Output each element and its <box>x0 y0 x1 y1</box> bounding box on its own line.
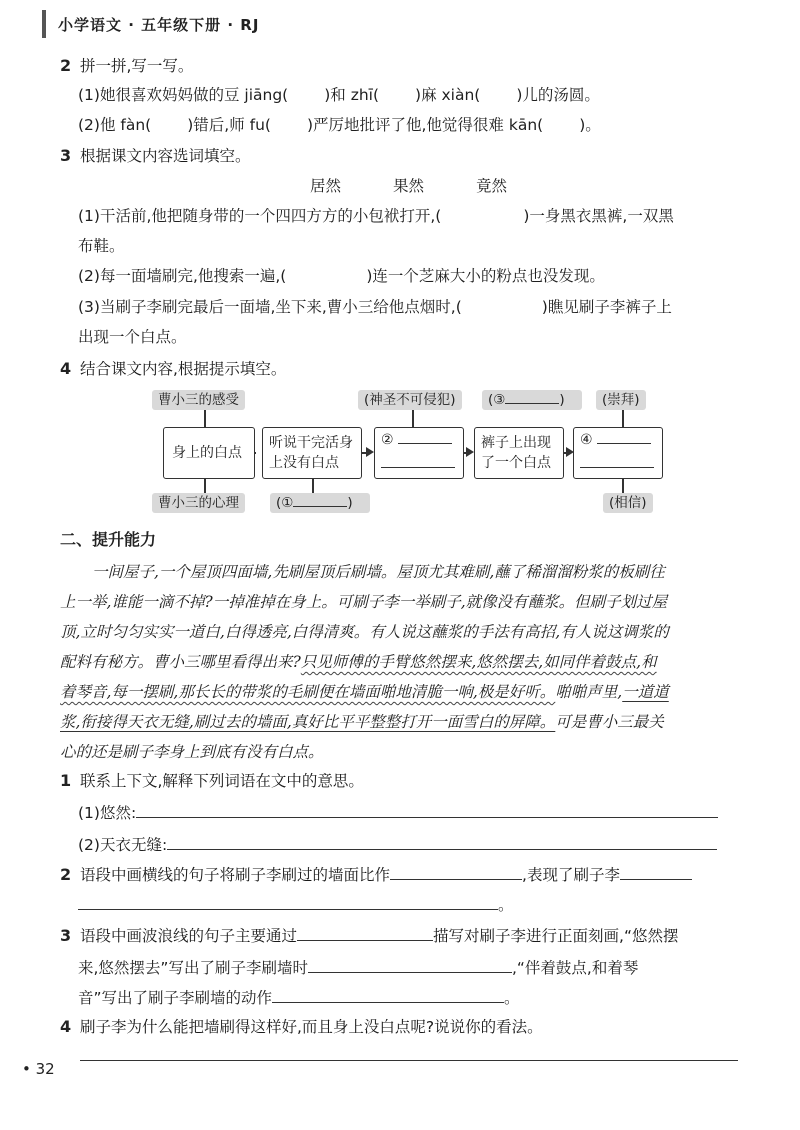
box4-line2[interactable] <box>580 454 654 468</box>
s2q1-b <box>78 834 717 856</box>
s2q1-prompt: 联系上下文,解释下列词语在文中的意思。 <box>80 772 364 790</box>
para-line6 <box>60 711 750 733</box>
para-line4-wavy: 只见师傅的手臂悠然摆来,悠然摆去,如同伴着鼓点,和 <box>300 653 657 671</box>
s2q3-f: 。 <box>504 989 520 1007</box>
s2q4-answer-line[interactable] <box>80 1060 738 1061</box>
q3-s2-a: (2)每一面墙刷完,他搜索一遍,( <box>78 267 287 285</box>
q3-s3 <box>78 296 672 318</box>
box2-line2[interactable] <box>381 454 455 468</box>
s2q4-prompt: 刷子李为什么能把墙刷得这样好,而且身上没白点呢?说说你的看法。 <box>80 1018 543 1036</box>
s2q4-number: 4 <box>60 1017 72 1036</box>
word-bank-3: 竟然 <box>476 177 508 195</box>
word-bank-2: 果然 <box>393 177 425 195</box>
connector-tag3 <box>622 410 624 427</box>
section2-title: 二、提升能力 <box>60 530 157 549</box>
tag-believe: (相信) <box>603 493 653 513</box>
para-line5-b: 啪啪声里, <box>555 683 623 701</box>
label-psychology: 曹小三的心理 <box>152 493 245 513</box>
s2q3-line1 <box>80 925 678 947</box>
q2-l1-b: )和 zhī( <box>324 86 380 104</box>
q2-prompt: 拼一拼,写一写。 <box>80 57 194 75</box>
q3-s1-b: )一身黑衣黑裤,一双黑 <box>523 207 674 225</box>
tag1-label: (① <box>276 495 294 511</box>
q3-s2-b: )连一个芝麻大小的粉点也没发现。 <box>366 267 605 285</box>
arrow1 <box>255 452 256 454</box>
tag-answer-3[interactable] <box>482 390 582 410</box>
s2q1-b-label: (2)天衣无缝: <box>78 836 168 854</box>
q2-line2 <box>78 114 601 136</box>
box-pants-spot: 裤子上出现了一个白点 <box>474 427 564 479</box>
s2q2-blank2[interactable] <box>620 864 692 880</box>
q3-s1 <box>78 205 674 227</box>
q2-l1-c: )麻 xiàn( <box>415 86 481 104</box>
s2q3-number: 3 <box>60 926 72 945</box>
para-line2: 上一举,谁能一滴不掉?一掉准掉在身上。可刷子李一举刷子,就像没有蘸浆。但刷子划过屋 <box>60 593 668 611</box>
q3-s1-a: (1)干活前,他把随身带的一个四四方方的小包袱打开,( <box>78 207 442 225</box>
s2q3-blank3[interactable] <box>272 987 504 1003</box>
tag1-end: ) <box>347 495 353 511</box>
q2-l2-c: )严厉地批评了他,他觉得很难 kān( <box>306 116 544 134</box>
tag3-end: ) <box>559 392 565 408</box>
s2q2-line1 <box>80 864 692 886</box>
q4-prompt: 结合课文内容,根据提示填空。 <box>80 360 287 378</box>
tag3-label: (③ <box>488 392 506 408</box>
q3-s3-a: (3)当刷子李刷完最后一面墙,坐下来,曹小三给他点烟时,( <box>78 298 462 316</box>
s2q3-line3 <box>78 987 520 1009</box>
s2q1-b-blank[interactable] <box>167 834 717 850</box>
q3-s3-b: )瞧见刷子李裤子上 <box>541 298 672 316</box>
connector-bottom <box>204 479 206 493</box>
header-title: 小学语文 · 五年级下册 · RJ <box>58 16 260 34</box>
s2q3-line2 <box>78 957 638 979</box>
header-bar <box>42 10 46 38</box>
q2-l2-d: )。 <box>579 116 601 134</box>
arrow3-head-icon <box>466 447 474 457</box>
para-line6-underline: 浆,衔接得天衣无缝,刷过去的墙面,真好比平平整整打开一面雪白的屏障。 <box>60 713 556 731</box>
s2q3-d: ,“伴着鼓点,和着琴 <box>511 959 639 977</box>
s2q2-blank3[interactable] <box>78 894 498 910</box>
q3-s2 <box>78 265 605 287</box>
q3-prompt: 根据课文内容选词填空。 <box>80 147 251 165</box>
para-line1: 一间屋子,一个屋顶四面墙,先刷屋顶后刷墙。屋顶尤其难刷,蘸了稀溜溜粉浆的板刷往 <box>92 563 665 581</box>
q2-l2-b: )错后,师 fu( <box>187 116 271 134</box>
box-answer-4-label: ④ <box>580 432 593 448</box>
para-line5-wavy: 着琴音,每一摆刷,那长长的带浆的毛刷便在墙面啪地清脆一响,极是好听。 <box>60 683 556 701</box>
s2q2-line2 <box>78 894 514 916</box>
para-line5 <box>60 681 750 703</box>
arrow2-head-icon <box>366 447 374 457</box>
connector-tag4 <box>312 479 314 493</box>
s2q2-c: 。 <box>498 896 514 914</box>
connector-tag5 <box>622 479 624 493</box>
para-line3: 顶,立时匀匀实实一道白,白得透亮,白得清爽。有人说这蘸浆的手法有高招,有人说这调浆的 <box>60 623 669 641</box>
tag3-blank[interactable] <box>505 392 559 404</box>
page-number: • 32 <box>22 1060 55 1078</box>
s2q1-a <box>78 802 718 824</box>
box-answer-4[interactable] <box>573 427 663 479</box>
s2q3-blank2[interactable] <box>308 957 512 973</box>
s2q1-a-label: (1)悠然: <box>78 804 137 822</box>
q2-l1-a: (1)她很喜欢妈妈做的豆 jiāng( <box>78 86 289 104</box>
para-line7: 心的还是刷子李身上到底有没有白点。 <box>60 743 324 761</box>
box4-line1[interactable] <box>597 432 651 444</box>
box-answer-2[interactable] <box>374 427 464 479</box>
connector-tag1 <box>412 410 414 427</box>
s2q2-a: 语段中画横线的句子将刷子李刷过的墙面比作 <box>80 866 391 884</box>
s2q2-blank1[interactable] <box>390 864 522 880</box>
s2q1-a-blank[interactable] <box>136 802 718 818</box>
q3-number: 3 <box>60 146 72 165</box>
q2-line1 <box>78 84 600 106</box>
label-feeling: 曹小三的感受 <box>152 390 245 410</box>
s2q3-c: 来,悠然摆去”写出了刷子李刷墙时 <box>78 959 308 977</box>
para-line6-b: 可是曹小三最关 <box>555 713 664 731</box>
para-line4 <box>60 651 750 673</box>
s2q3-e: 音”写出了刷子李刷墙的动作 <box>78 989 273 1007</box>
q4-number: 4 <box>60 359 72 378</box>
s2q2-number: 2 <box>60 865 72 884</box>
word-bank-1: 居然 <box>310 177 342 195</box>
q3-s1-cont: 布鞋。 <box>78 237 125 255</box>
tag1-blank[interactable] <box>293 495 347 507</box>
s2q1-number: 1 <box>60 771 72 790</box>
q2-number: 2 <box>60 56 72 75</box>
box-heard: 听说干完活身上没有白点 <box>262 427 362 479</box>
s2q3-b: 描写对刷子李进行正面刻画,“悠然摆 <box>433 927 679 945</box>
tag-sacred: (神圣不可侵犯) <box>358 390 462 410</box>
para-line5-underline: 一道道 <box>622 683 669 701</box>
s2q3-blank1[interactable] <box>297 925 433 941</box>
box-answer-2-label: ② <box>381 432 394 448</box>
s2q3-a: 语段中画波浪线的句子主要通过 <box>80 927 298 945</box>
tag-worship: (崇拜) <box>596 390 646 410</box>
s2q2-b: ,表现了刷子李 <box>522 866 620 884</box>
box2-line1[interactable] <box>398 432 452 444</box>
connector-top <box>204 410 206 427</box>
para-line4-a: 配料有秘方。曹小三哪里看得出来? <box>60 653 301 671</box>
box-white-spot: 身上的白点 <box>163 427 255 479</box>
q2-l1-d: )儿的汤圆。 <box>516 86 600 104</box>
tag-answer-1[interactable] <box>270 493 370 513</box>
q2-l2-a: (2)他 fàn( <box>78 116 152 134</box>
q3-s3-cont: 出现一个白点。 <box>78 328 187 346</box>
